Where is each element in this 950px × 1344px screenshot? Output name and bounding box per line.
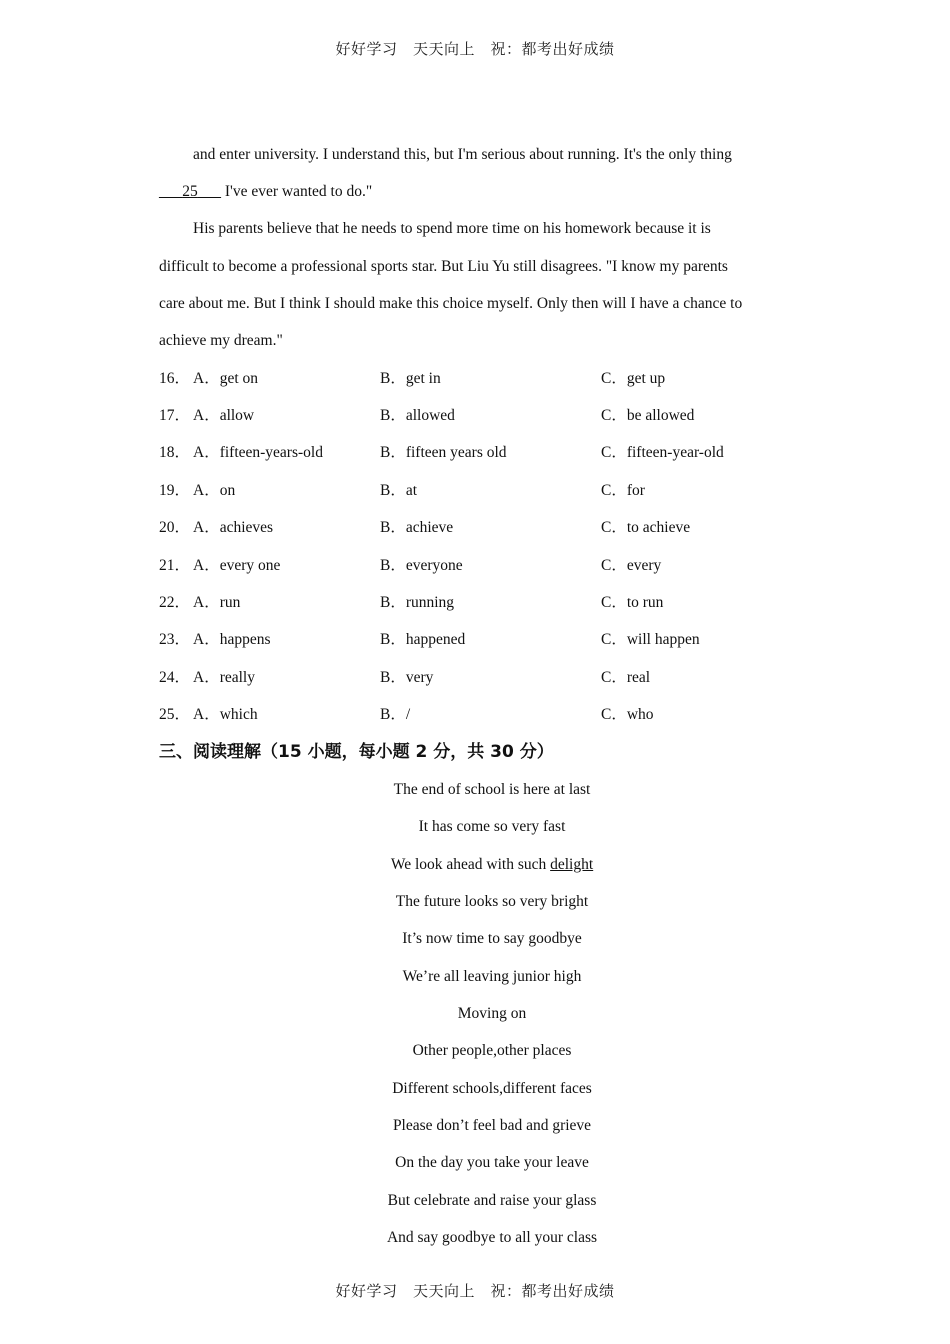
- question-number: 25．: [159, 706, 191, 723]
- poem-line: The future looks so very bright: [395, 893, 589, 910]
- question-row-19: [159, 480, 799, 502]
- option-c: C．who: [601, 706, 654, 723]
- blank-25-number: 25: [182, 183, 198, 200]
- option-c: C．to run: [601, 594, 664, 611]
- question-number: 24．: [159, 669, 191, 686]
- question-number: 20．: [159, 519, 191, 536]
- option-a: A．every one: [193, 557, 281, 574]
- option-b: B．at: [380, 482, 418, 499]
- option-b: B．allowed: [380, 407, 455, 424]
- option-c: C．real: [601, 669, 651, 686]
- question-number: 21．: [159, 557, 191, 574]
- page-footer: 好好学习 天天向上 祝：都考出好成绩: [335, 1282, 615, 1300]
- option-c: C．fifteen-year-old: [601, 444, 724, 461]
- option-b: B．very: [380, 669, 434, 686]
- option-a: A．allow: [193, 407, 255, 424]
- poem-line: It’s now time to say goodbye: [402, 930, 582, 947]
- option-c: C．every: [601, 557, 662, 574]
- underlined-word: delight: [550, 856, 594, 873]
- section-heading: 三、阅读理解（15 小题，每小题 2 分，共 30 分）: [159, 742, 554, 762]
- option-b: B．happened: [380, 631, 466, 648]
- poem-line: Other people,other places: [412, 1042, 572, 1059]
- question-number: 18．: [159, 444, 191, 461]
- option-b: B．running: [380, 594, 455, 611]
- question-row-20: [159, 517, 799, 539]
- question-row-24: [159, 667, 799, 689]
- poem-line-text: We look ahead with such: [390, 856, 551, 873]
- option-b: B．fifteen years old: [380, 444, 507, 461]
- option-a: A．on: [193, 482, 236, 499]
- question-number: 17．: [159, 407, 191, 424]
- option-b: B．achieve: [380, 519, 454, 536]
- passage-line-4: difficult to become a professional sports star. But Liu Yu still disagrees. "I know my parents: [159, 258, 728, 275]
- passage-line-6: achieve my dream.": [159, 332, 283, 349]
- poem-line: Please don’t feel bad and grieve: [392, 1117, 592, 1134]
- question-row-25: [159, 704, 799, 726]
- poem-line: The end of school is here at last: [393, 781, 591, 798]
- question-number: 16．: [159, 370, 191, 387]
- option-c: C．to achieve: [601, 519, 691, 536]
- passage-line-5: care about me. But I think I should make this choice myself. Only then will I have a chance to: [159, 295, 743, 312]
- option-c: C．for: [601, 482, 645, 499]
- poem-line: But celebrate and raise your glass: [387, 1192, 597, 1209]
- question-row-23: [159, 629, 799, 651]
- poem-line: We’re all leaving junior high: [402, 968, 582, 985]
- question-row-16: [159, 368, 799, 390]
- poem-line: On the day you take your leave: [395, 1154, 589, 1171]
- passage-line-3: His parents believe that he needs to spend more time on his homework because it is: [193, 220, 711, 237]
- option-a: A．really: [193, 669, 255, 686]
- passage-line-1: and enter university. I understand this, but I'm serious about running. It's the only thing: [193, 146, 732, 163]
- option-a: A．which: [193, 706, 258, 723]
- option-c: C．will happen: [601, 631, 700, 648]
- poem-line: [0, 854, 950, 876]
- question-number: 19．: [159, 482, 191, 499]
- option-a: A．happens: [193, 631, 271, 648]
- passage-line-2: [159, 182, 372, 202]
- question-row-18: [159, 442, 799, 464]
- option-a: A．fifteen-years-old: [193, 444, 323, 461]
- question-number: 22．: [159, 594, 191, 611]
- poem-line: It has come so very fast: [418, 818, 566, 835]
- option-b: B．get in: [380, 370, 441, 387]
- blank-25-suffix: ___: [197, 183, 221, 200]
- option-b: B．/: [380, 706, 411, 723]
- blank-25-prefix: ___: [159, 183, 183, 200]
- question-row-21: [159, 555, 799, 577]
- option-b: B．everyone: [380, 557, 463, 574]
- passage-line-2-text: I've ever wanted to do.": [221, 183, 373, 200]
- poem-line: Different schools,different faces: [392, 1080, 592, 1097]
- option-a: A．get on: [193, 370, 259, 387]
- option-c: C．be allowed: [601, 407, 695, 424]
- question-number: 23．: [159, 631, 191, 648]
- option-a: A．achieves: [193, 519, 274, 536]
- poem-line: Moving on: [457, 1005, 527, 1022]
- question-row-22: [159, 592, 799, 614]
- question-row-17: [159, 405, 799, 427]
- option-a: A．run: [193, 594, 241, 611]
- page-header: 好好学习 天天向上 祝：都考出好成绩: [335, 40, 615, 58]
- poem-line: And say goodbye to all your class: [386, 1229, 598, 1246]
- option-c: C．get up: [601, 370, 666, 387]
